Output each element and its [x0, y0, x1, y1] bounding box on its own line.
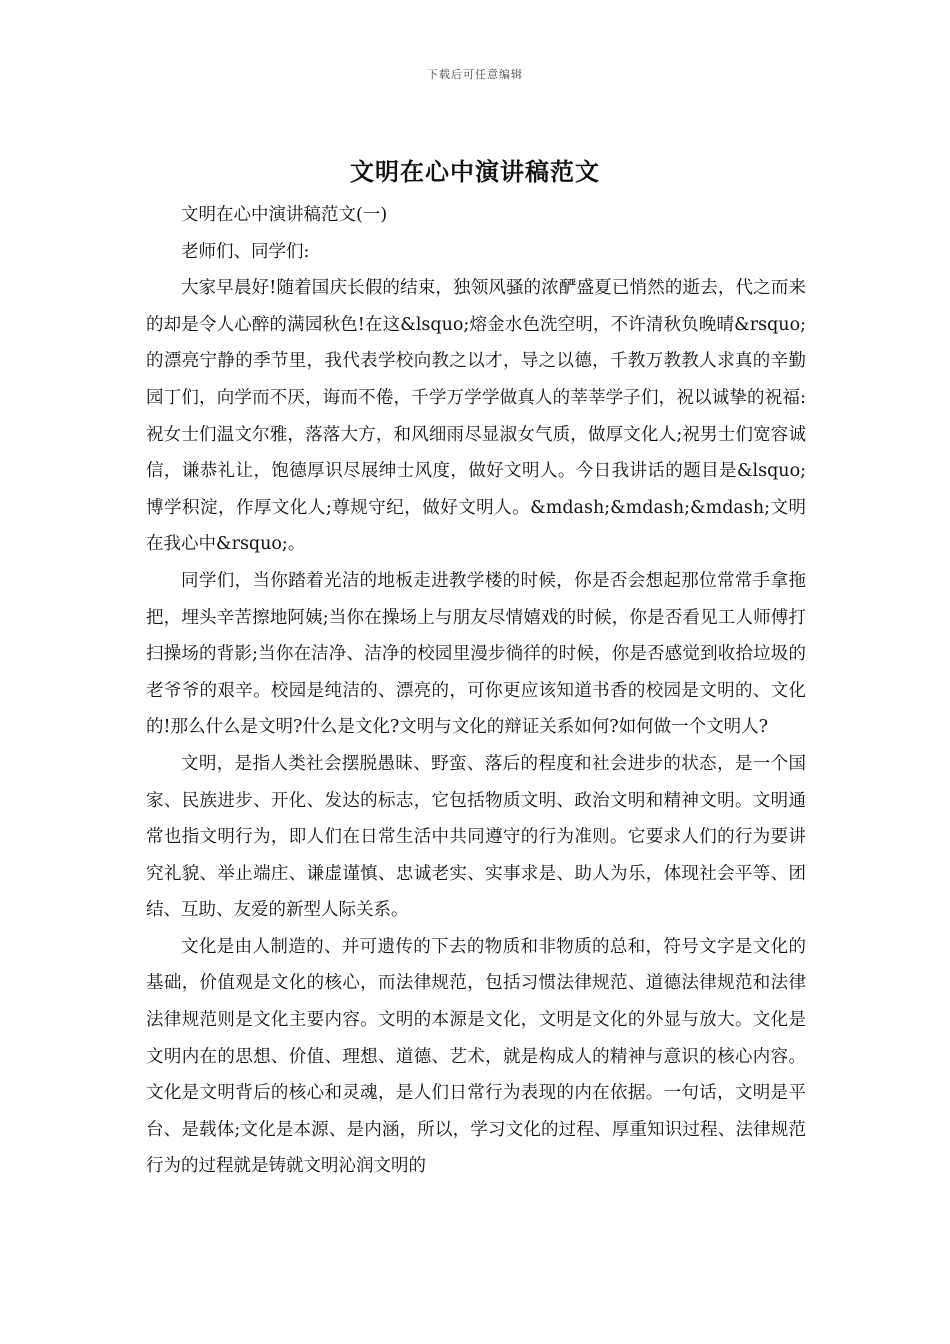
paragraph: 大家早晨好!随着国庆长假的结束，独领风骚的浓酽盛夏已悄然的逝去，代之而来的却是令人心醉的满园秋色!在这&lsquo;熔金水色洗空明，不许清秋负晚晴&rsquo;的漂亮宁静的季节里，我代表学校向教之以才，导之以德，千教万教教人求真的辛勤园丁们，向学而不厌，诲而不倦，千学万学学做真人的莘莘学子们，祝以诚挚的祝福:祝女士们温文尔雅，落落大方，和风细雨尽显淑女气质，做厚文化人;祝男士们宽容诚信，谦恭礼让，饱德厚识尽展绅士风度，做好文明人。今日我讲话的题目是&lsquo;博学积淀，作厚文化人;尊规守纪，做好文明人。&mdash;&mdash;&mdash;文明在我心中&rsquo;。: [146, 278, 806, 555]
paragraph-greeting: 老师们、同学们:: [181, 241, 310, 262]
paragraph-subtitle: 文明在心中演讲稿范文(一): [181, 205, 388, 225]
header-note: 下载后可任意编辑: [427, 68, 523, 81]
document-body: [146, 197, 806, 1185]
paragraph: 同学们，当你踏着光洁的地板走进教学楼的时候，你是否会想起那位常常手拿拖把，埋头辛苦擦地阿姨;当你在操场上与朋友尽情嬉戏的时候，你是否看见工人师傅打扫操场的背影;当你在洁净、洁净的校园里漫步徜徉的时候，你是否感觉到收拾垃圾的老爷爷的艰辛。校园是纯洁的、漂亮的，可你更应该知道书香的校园是文明的、文化的!那么什么是文明?什么是文化?文明与文化的辩证关系如何?如何做一个文明人?: [146, 570, 806, 738]
paragraph: 文明，是指人类社会摆脱愚昧、野蛮、落后的程度和社会进步的状态，是一个国家、民族进步、开化、发达的标志，它包括物质文明、政治文明和精神文明。文明通常也指文明行为，即人们在日常生活中共同遵守的行为准则。它要求人们的行为要讲究礼貌、举止端庄、谦虚谨慎、忠诚老实、实事求是、助人为乐，体现社会平等、团结、互助、友爱的新型人际关系。: [146, 753, 806, 921]
paragraph: 文化是由人制造的、并可遗传的下去的物质和非物质的总和，符号文字是文化的基础，价值观是文化的核心，而法律规范，包括习惯法律规范、道德法律规范和法律法律规范则是文化主要内容。文明的本源是文化，文明是文化的外显与放大。文化是文明内在的思想、价值、理想、道德、艺术，就是构成人的精神与意识的核心内容。文化是文明背后的核心和灵魂，是人们日常行为表现的内在依据。一句话，文明是平台、是载体;文化是本源、是内涵，所以，学习文化的过程、厚重知识过程、法律规范行为的过程就是铸就文明沁润文明的: [146, 936, 806, 1177]
document-title: 文明在心中演讲稿范文: [350, 157, 600, 186]
